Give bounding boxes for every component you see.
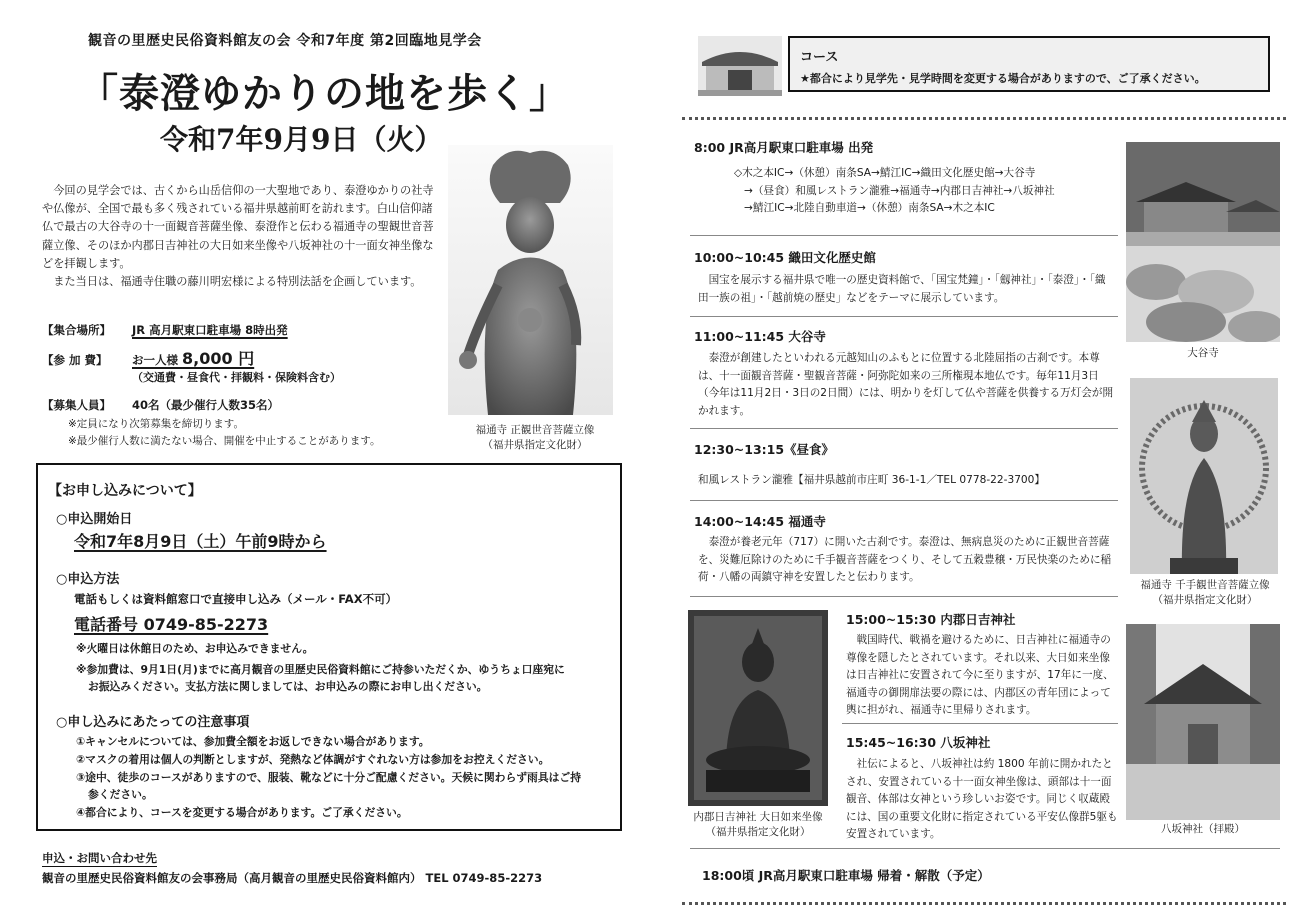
divider bbox=[842, 723, 1118, 724]
schedule-fukutsu-text: 泰澄が養老元年（717）に開いた古刹です。泰澄は、無病息災のために正観世音菩薩を、災難厄除けのために千手観音菩薩をつくり、そして五穀豊穣・万民快楽のために稲荷・八幡の両鎮守神を安置したと伝わります。 bbox=[698, 536, 1112, 583]
application-box bbox=[36, 463, 622, 831]
event-date: 令和7年9月9日（火） bbox=[160, 123, 443, 156]
contact-text: 観音の里歴史民俗資料館友の会事務局（高月観音の里歴史民俗資料館内） TEL 0749-85-2273 bbox=[42, 871, 543, 885]
caution-item: 参ください。 bbox=[88, 788, 153, 801]
caution-item: ③途中、徒歩のコースがありますので、服装、靴などに十分ご配慮ください。天候に関わらず雨具はご持 bbox=[76, 771, 582, 784]
apply-note: お振込みください。支払方法に関しましては、お申込みの際にお申し出ください。 bbox=[88, 680, 488, 693]
yasaka-caption: 八坂神社（拝殿） bbox=[1161, 823, 1245, 835]
divider bbox=[690, 235, 1118, 236]
route-line: ◇木之本IC→（休憩）南条SA→鯖江IC→織田文化歴史館→大谷寺 bbox=[734, 167, 1036, 179]
caption-line: （福井県指定文化財） bbox=[1152, 594, 1258, 606]
fee bbox=[42, 346, 254, 369]
schedule-lunch-text: 和風レストラン瀧雅【福井県越前市庄町 36-1-1／TEL 0778-22-3700】 bbox=[698, 474, 1046, 486]
divider bbox=[690, 596, 1118, 597]
route bbox=[734, 165, 1055, 218]
route-line: →（昼食）和風レストラン瀧雅→福通寺→内郡日吉神社→八坂神社 bbox=[744, 184, 1055, 197]
contact-label: 申込・お問い合わせ先 bbox=[42, 851, 157, 865]
schedule-fukutsu: 14:00~14:45 福通寺 bbox=[694, 514, 826, 529]
museum-photo bbox=[698, 36, 782, 96]
caution-item: ①キャンセルについては、参加費全額をお返しできない場合があります。 bbox=[76, 735, 430, 748]
caution-heading: ○申し込みにあたっての注意事項 bbox=[56, 715, 250, 730]
caption-line: 内郡日吉神社 大日如来坐像 bbox=[693, 811, 823, 823]
divider bbox=[690, 428, 1118, 429]
caution-item: ④都合により、コースを変更する場合があります。ご了承ください。 bbox=[76, 806, 408, 819]
capacity-value: 40名（最少催行人数35名） bbox=[132, 398, 280, 412]
schedule-lunch: 12:30~13:15《昼食》 bbox=[694, 442, 835, 457]
divider bbox=[690, 316, 1118, 317]
schedule-yasaka: 15:45~16:30 八坂神社 bbox=[846, 735, 991, 750]
event-title: 「泰澄ゆかりの地を歩く」 bbox=[78, 70, 570, 117]
schedule-hiyoshi-text: 戦国時代、戦禍を避けるために、日吉神社に福通寺の尊像を隠したとされています。それ以来、大日如来坐像は日吉神社に安置されて今に至りますが、17年に一度、福通寺の御開扉法要の際には、内郡区の青年団によって輿に担がれ、福通寺に里帰りされます。 bbox=[846, 634, 1114, 716]
schedule-hiyoshi: 15:00~15:30 内郡日吉神社 bbox=[846, 612, 1016, 627]
intro-paragraph: 今回の見学会では、古くから山岳信仰の一大聖地であり、泰澄ゆかりの社寺や仏像が、全国で最も多く残されている福井県越前町を訪れます。白山信仰諸仏で最古の大谷寺の十一面観音菩薩坐像、泰澄作と伝わる福通寺の聖観世音菩薩立像、そのほか内郡日吉神社の大日如来坐像や八坂神社の十一面女神坐像などを拝観します。 bbox=[42, 184, 434, 270]
capacity-note: ※最少催行人数に満たない場合、開催を中止することがあります。 bbox=[68, 435, 381, 447]
capacity-note: ※定員になり次第募集を締切ります。 bbox=[68, 418, 244, 430]
start-date: 令和7年8月9日（土）午前9時から bbox=[74, 532, 327, 551]
apply-note: ※参加費は、9月1日(月)までに高月観音の里歴史民俗資料館にご持参いただくか、ゆうちょ口座宛に bbox=[76, 663, 565, 676]
hiyoshi-caption bbox=[680, 810, 836, 840]
divider bbox=[682, 117, 1286, 120]
application-heading: 【お申し込みについて】 bbox=[48, 483, 202, 499]
phone-number: 電話番号 0749-85-2273 bbox=[74, 615, 269, 634]
divider bbox=[690, 500, 1118, 501]
fukutsu-statue-photo bbox=[1130, 378, 1278, 574]
intro-paragraph: また当日は、福通寺住職の藤川明宏様による特別法話を企画しています。 bbox=[53, 275, 422, 289]
fee-note: （交通費・昼食代・拝観料・保険料含む） bbox=[132, 371, 341, 384]
fukutsu-caption bbox=[1124, 578, 1286, 608]
course-title: コース bbox=[800, 50, 839, 65]
schedule-yasaka-text: 社伝によると、八坂神社は約 1800 年前に開かれたとされ、安置されている十一面女神坐像は、頭部は十一面観音、体部は女神という珍しいお姿です。同じく収蔵殿には、国の重要文化財に指定されている平安仏像群5躯も安置されています。 bbox=[846, 758, 1118, 840]
intro-text bbox=[42, 182, 440, 291]
meeting-value: JR 高月駅東口駐車場 8時出発 bbox=[132, 323, 288, 337]
capacity bbox=[42, 397, 279, 413]
capacity-label: 【募集人員】 bbox=[42, 398, 111, 412]
divider bbox=[690, 848, 1280, 849]
course-box bbox=[788, 36, 1270, 92]
schedule-oda: 10:00~10:45 織田文化歴史館 bbox=[694, 250, 876, 265]
statue-photo bbox=[448, 145, 613, 415]
route-line: →鯖江IC→北陸自動車道→（休憩）南条SA→木之本IC bbox=[744, 202, 995, 214]
event-subtitle: 観音の里歴史民俗資料館友の会 令和7年度 第2回臨地見学会 bbox=[88, 33, 482, 49]
schedule-otani-text: 泰澄が創建したといわれる元越知山のふもとに位置する北陸屈指の古刹です。本尊は、十一面観音菩薩・聖観音菩薩・阿弥陀如来の三所権現本地仏です。毎年11月3日（今年は11月2日・3日の2日間）には、明かりを灯して仏や菩薩を供養する万灯会が開かれます。 bbox=[698, 352, 1114, 417]
method-heading: ○申込方法 bbox=[56, 572, 120, 587]
otani-temple-photo bbox=[1126, 142, 1280, 342]
meeting-place bbox=[42, 322, 288, 338]
caption-line: 福通寺 千手観世音菩薩立像 bbox=[1140, 579, 1270, 591]
schedule-return: 18:00頃 JR高月駅東口駐車場 帰着・解散（予定） bbox=[702, 868, 990, 883]
statue-caption bbox=[450, 423, 620, 453]
caption-line: （福井県指定文化財） bbox=[705, 826, 811, 838]
fee-label: 【参 加 費】 bbox=[42, 353, 108, 367]
fee-amount: 8,000 円 bbox=[182, 349, 255, 368]
apply-note: ※火曜日は休館日のため、お申込みできません。 bbox=[76, 642, 314, 655]
yasaka-shrine-photo bbox=[1126, 624, 1280, 820]
schedule-depart: 8:00 JR高月駅東口駐車場 出発 bbox=[694, 140, 874, 155]
schedule-oda-text: 国宝を展示する福井県で唯一の歴史資料館で、「国宝梵鐘」・「劔神社」・「泰澄」・「織田一族の祖」・「越前焼の歴史」などをテーマに展示しています。 bbox=[698, 274, 1106, 304]
meeting-label: 【集合場所】 bbox=[42, 323, 111, 337]
caption-line: （福井県指定文化財） bbox=[482, 439, 588, 451]
caption-line: 福通寺 正観世音菩薩立像 bbox=[475, 424, 595, 436]
start-heading: ○申込開始日 bbox=[56, 512, 133, 527]
schedule-otani: 11:00~11:45 大谷寺 bbox=[694, 329, 826, 344]
method-text: 電話もしくは資料館窓口で直接申し込み（メール・FAX不可） bbox=[74, 592, 398, 606]
caution-item: ②マスクの着用は個人の判断としますが、発熱など体調がすぐれない方は参加をお控えください。 bbox=[76, 753, 550, 766]
course-note: ★都合により見学先・見学時間を変更する場合がありますので、ご了承ください。 bbox=[800, 72, 1206, 85]
fee-prefix: お一人様 bbox=[132, 353, 183, 367]
otani-caption: 大谷寺 bbox=[1187, 347, 1219, 359]
hiyoshi-statue-photo bbox=[688, 610, 828, 806]
divider bbox=[682, 902, 1286, 905]
